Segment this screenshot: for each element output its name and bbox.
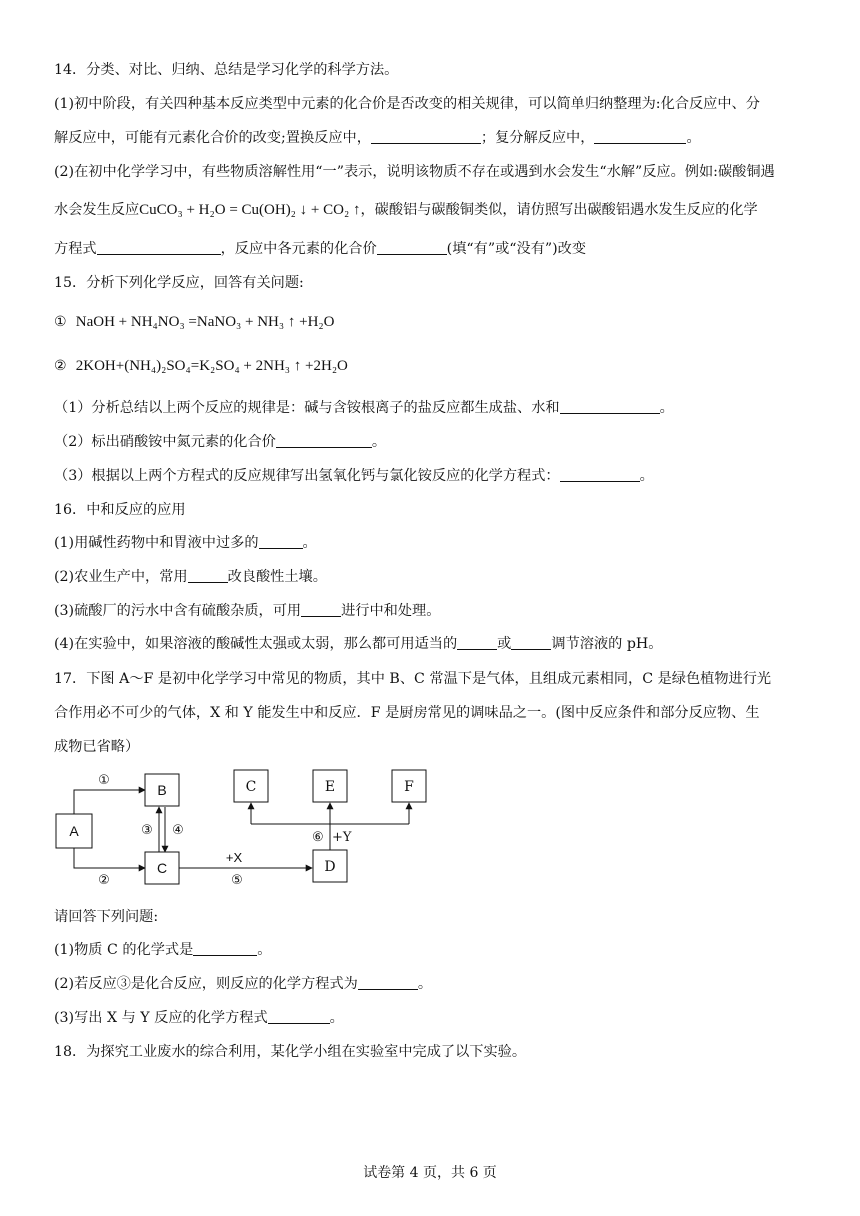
q15-sub2 <box>54 432 386 452</box>
answer-blank[interactable] <box>259 534 303 549</box>
q14-part2-text-c: 方程式 <box>54 241 97 257</box>
q14-part2-text-b: ，碳酸铝与碳酸铜类似，请仿照写出碳酸铝遇水发生反应的化学 <box>360 202 758 218</box>
q15-sub2-text: （2）标出硝酸铵中氮元素的化合价 <box>54 434 276 450</box>
q15-eq2-text: 2KOH+(NH₄)₂SO₄=K₂SO₄ + 2NH₃ ↑ +2H₂O <box>75 358 348 374</box>
page-footer: 试卷第 4 页，共 6 页 <box>363 1165 497 1181</box>
q15-title: 15．分析下列化学反应，回答有关问题: <box>54 275 304 291</box>
q17-sub3-end: 。 <box>329 1010 344 1026</box>
q16-sub4-text: (4)在实验中，如果溶液的酸碱性太强或太弱，那么都可用适当的 <box>54 636 458 652</box>
q15-equation-2 <box>54 356 348 376</box>
answer-blank[interactable] <box>457 635 497 650</box>
node-e: E <box>324 779 336 795</box>
label-reaction-4: ④ <box>172 822 184 837</box>
q15-sub1-text: （1）分析总结以上两个反应的规律是：碱与含铵根离子的盐反应都生成盐、水和 <box>54 400 560 416</box>
node-a: A <box>69 823 79 839</box>
q16-sub1-end: 。 <box>302 535 317 551</box>
q15-eq2-number: ② <box>54 358 67 374</box>
node-c: C <box>156 860 168 876</box>
q14-part2-text-e: (填“有”或“没有”)改变 <box>446 241 587 257</box>
answer-blank[interactable] <box>511 635 551 650</box>
answer-blank[interactable] <box>358 975 418 990</box>
q16-sub2 <box>54 567 327 587</box>
q16-sub4 <box>54 634 662 654</box>
q17-line2: 合作用必不可少的气体，X 和 Y 能发生中和反应．F 是厨房常见的调味品之一。(图中反应条件和部分反应物、生 <box>54 705 760 721</box>
q14-part1-line2 <box>54 128 701 148</box>
q15-sub1-end: 。 <box>659 400 674 416</box>
answer-blank[interactable] <box>560 467 640 482</box>
answer-blank[interactable] <box>560 399 660 414</box>
answer-blank[interactable] <box>377 240 447 255</box>
label-reaction-1: ① <box>98 772 110 787</box>
q16-sub3 <box>54 601 440 621</box>
q14-part1-end: 。 <box>686 130 701 146</box>
label-plus-y: +Y <box>332 830 352 845</box>
label-reaction-3: ③ <box>141 822 153 837</box>
q17-sub1-end: 。 <box>257 942 272 958</box>
q15-eq1-text: NaOH + NH₄NO₃ =NaNO₃ + NH₃ ↑ +H₂O <box>75 314 335 330</box>
q16-sub4-mid: 或 <box>497 636 512 652</box>
label-reaction-5: ⑤ <box>231 872 243 887</box>
q16-sub4-end: 调节溶液的 pH。 <box>551 636 663 652</box>
answer-blank[interactable] <box>594 129 686 144</box>
q17-sub2 <box>54 974 432 994</box>
answer-blank[interactable] <box>276 433 372 448</box>
answer-blank[interactable] <box>188 568 228 583</box>
answer-blank[interactable] <box>301 602 341 617</box>
q14-part1-text-a: 解反应中，可能有元素化合价的改变;置换反应中， <box>54 130 371 146</box>
q17-sub1 <box>54 940 272 960</box>
node-f: F <box>404 779 414 795</box>
label-reaction-6: ⑥ <box>312 830 324 845</box>
q16-sub3-end: 进行中和处理。 <box>341 603 441 619</box>
q15-eq1-number: ① <box>54 314 67 330</box>
q17-sub3 <box>54 1008 344 1028</box>
q18-title: 18．为探究工业废水的综合利用，某化学小组在实验室中完成了以下实验。 <box>54 1044 527 1060</box>
node-b: B <box>157 782 167 798</box>
node-d: D <box>324 859 336 875</box>
q14-part2-line2 <box>54 200 758 220</box>
q17-sub1-text: (1)物质 C 的化学式是 <box>54 942 194 958</box>
label-plus-x: +X <box>225 850 243 865</box>
equation-cuco3: CuCO₃ + H₂O = Cu(OH)₂ ↓ + CO₂ ↑ <box>139 202 361 218</box>
answer-blank[interactable] <box>97 240 221 255</box>
q16-sub2-text: (2)农业生产中，常用 <box>54 569 188 585</box>
q15-sub2-end: 。 <box>371 434 387 450</box>
q16-title: 16．中和反应的应用 <box>54 502 186 518</box>
q14-part2-line1: (2)在初中化学学习中，有些物质溶解性用“一”表示，说明该物质不存在或遇到水会发生“水解”反应。例如:碳酸铜遇 <box>54 164 775 180</box>
q16-sub2-end: 改良酸性土壤。 <box>227 569 327 585</box>
q15-sub1 <box>54 398 674 418</box>
reaction-diagram-right <box>230 766 430 886</box>
q15-sub3-end: 。 <box>639 468 654 484</box>
answer-blank[interactable] <box>193 941 257 956</box>
label-reaction-2: ② <box>98 872 110 887</box>
q15-sub3-text: （3）根据以上两个方程式的反应规律写出氢氧化钙与氯化铵反应的化学方程式： <box>54 468 560 484</box>
q15-sub3 <box>54 466 654 486</box>
q16-sub1 <box>54 533 317 553</box>
answer-blank[interactable] <box>268 1009 330 1024</box>
node-c-top: C <box>245 779 257 795</box>
q14-part2-line3 <box>54 239 586 259</box>
q14-part1-line1: (1)初中阶段，有关四种基本反应类型中元素的化合价是否改变的相关规律，可以简单归纳整理为:化合反应中、分 <box>54 96 760 112</box>
q16-sub3-text: (3)硫酸厂的污水中含有硫酸杂质，可用 <box>54 603 302 619</box>
q14-part2-text-d: ，反应中各元素的化合价 <box>220 241 377 257</box>
q17-sub2-text: (2)若反应③是化合反应，则反应的化学方程式为 <box>54 976 358 992</box>
q17-sub2-end: 。 <box>417 976 433 992</box>
q17-ask: 请回答下列问题: <box>54 909 159 925</box>
q14-part1-text-b: ；复分解反应中， <box>480 130 595 146</box>
answer-blank[interactable] <box>371 129 481 144</box>
q14-part2-text-a: 水会发生反应 <box>54 202 140 218</box>
q16-sub1-text: (1)用碱性药物中和胃液中过多的 <box>54 535 259 551</box>
q15-equation-1 <box>54 312 334 332</box>
q14-title: 14．分类、对比、归纳、总结是学习化学的科学方法。 <box>54 62 399 78</box>
q17-line1: 17．下图 A～F 是初中化学学习中常见的物质，其中 B、C 常温下是气体，且组成元素相同，C 是绿色植物进行光 <box>54 671 772 687</box>
q17-sub3-text: (3)写出 X 与 Y 反应的化学方程式 <box>54 1010 268 1026</box>
q17-line3: 成物已省略） <box>54 739 140 755</box>
